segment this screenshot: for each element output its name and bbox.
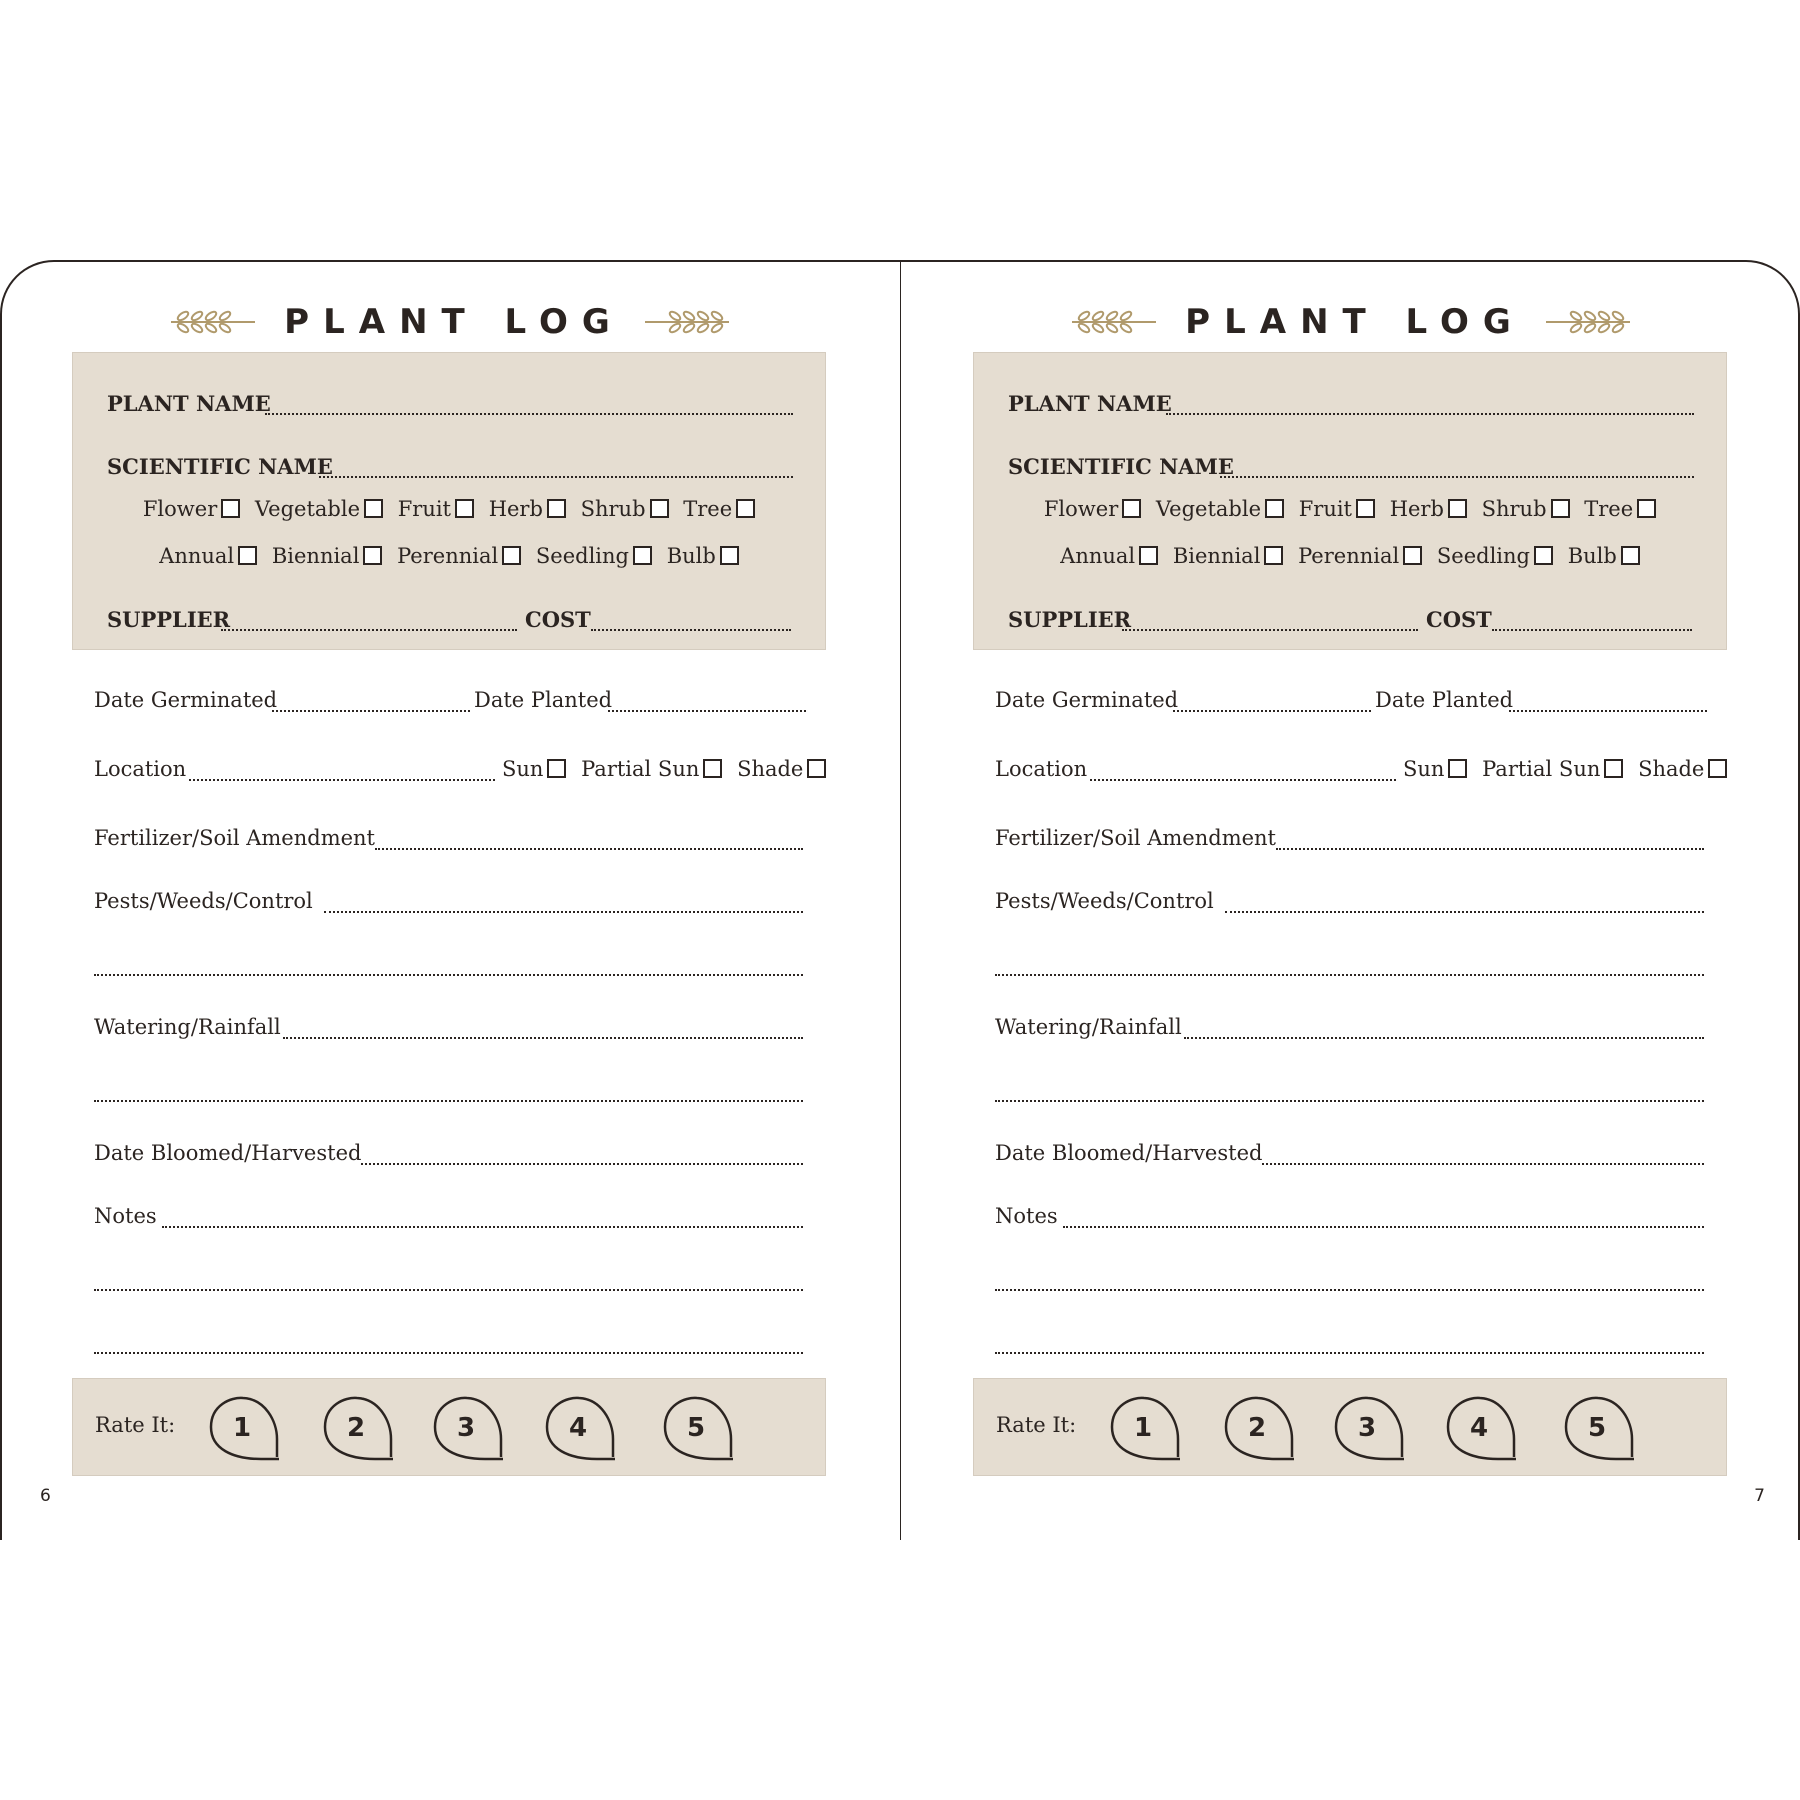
option-label: Herb: [488, 497, 543, 521]
cycle-option-perennial[interactable]: [1298, 544, 1422, 568]
checkbox-icon[interactable]: [1637, 499, 1656, 518]
fertilizer-label: Fertilizer/Soil Amendment: [995, 826, 1276, 850]
plant-type-options: [974, 497, 1726, 521]
option-label: Shrub: [580, 497, 646, 521]
rating-number: 1: [1133, 1413, 1153, 1443]
checkbox-icon[interactable]: [1604, 759, 1623, 778]
date-germinated-label: Date Germinated: [94, 688, 278, 712]
checkbox-icon[interactable]: [650, 499, 669, 518]
location-label: Location: [995, 757, 1088, 781]
date-planted-label: Date Planted: [1375, 688, 1514, 712]
checkbox-icon[interactable]: [363, 546, 382, 565]
option-label: Herb: [1389, 497, 1444, 521]
pests-field[interactable]: [324, 911, 803, 913]
checkbox-icon[interactable]: [720, 546, 739, 565]
option-label: Annual: [1060, 544, 1136, 568]
rate-label: Rate It:: [996, 1413, 1077, 1437]
option-label: Perennial: [1298, 544, 1400, 568]
option-label: Sun: [502, 757, 544, 781]
notes-field-line-3[interactable]: [995, 1352, 1704, 1354]
option-label: Tree: [1584, 497, 1634, 521]
notes-label: Notes: [995, 1204, 1058, 1228]
plant-cycle-options: [974, 544, 1726, 568]
watering-field[interactable]: [1184, 1037, 1704, 1039]
checkbox-icon[interactable]: [1534, 546, 1553, 565]
cost-label: COST: [525, 607, 591, 632]
option-label: Seedling: [535, 544, 629, 568]
option-label: Biennial: [1172, 544, 1261, 568]
option-label: Shade: [737, 757, 804, 781]
plant-name-field[interactable]: [265, 413, 793, 415]
option-label: Vegetable: [254, 497, 361, 521]
rating-number: 5: [686, 1413, 706, 1443]
option-label: Perennial: [397, 544, 499, 568]
cycle-option-biennial[interactable]: [1173, 544, 1284, 568]
checkbox-icon[interactable]: [1139, 546, 1158, 565]
rating-5[interactable]: [661, 1395, 737, 1463]
checkbox-icon[interactable]: [1448, 499, 1467, 518]
supplier-label: SUPPLIER: [107, 607, 231, 632]
notes-field[interactable]: [162, 1226, 803, 1228]
supplier-field[interactable]: [221, 629, 517, 631]
light-options: [502, 757, 830, 781]
checkbox-icon[interactable]: [807, 759, 826, 778]
title-row: [901, 302, 1800, 346]
date-planted-label: Date Planted: [474, 688, 613, 712]
type-option-flower[interactable]: [143, 497, 240, 521]
option-label: Bulb: [666, 544, 716, 568]
plant-info-panel: [973, 352, 1727, 650]
checkbox-icon[interactable]: [1403, 546, 1422, 565]
type-option-tree[interactable]: [683, 497, 755, 521]
bloomed-field[interactable]: [1262, 1163, 1704, 1165]
fertilizer-label: Fertilizer/Soil Amendment: [94, 826, 375, 850]
rating-number: 2: [1247, 1413, 1267, 1443]
light-option-shade[interactable]: [1638, 757, 1727, 781]
option-label: Flower: [1043, 497, 1119, 521]
option-label: Vegetable: [1155, 497, 1262, 521]
checkbox-icon[interactable]: [502, 546, 521, 565]
checkbox-icon[interactable]: [221, 499, 240, 518]
checkbox-icon[interactable]: [1356, 499, 1375, 518]
light-options: [1403, 757, 1731, 781]
plant-type-options: [73, 497, 825, 521]
plant-name-label: PLANT NAME: [107, 391, 271, 416]
page-title: PLANT LOG: [284, 302, 624, 342]
cycle-option-seedling[interactable]: [1437, 544, 1553, 568]
option-label: Annual: [159, 544, 235, 568]
cycle-option-perennial[interactable]: [397, 544, 521, 568]
location-field[interactable]: [1090, 779, 1396, 781]
supplier-field[interactable]: [1122, 629, 1418, 631]
checkbox-icon[interactable]: [736, 499, 755, 518]
type-option-shrub[interactable]: [581, 497, 669, 521]
type-option-fruit[interactable]: [1299, 497, 1375, 521]
fertilizer-field[interactable]: [375, 848, 803, 850]
type-option-vegetable[interactable]: [1156, 497, 1284, 521]
rating-4[interactable]: [543, 1395, 619, 1463]
watering-field-line-2[interactable]: [995, 1100, 1704, 1102]
cost-field[interactable]: [1492, 629, 1692, 631]
left-page: [0, 262, 900, 1540]
option-label: Seedling: [1436, 544, 1530, 568]
wheat-sprig-icon: [643, 307, 731, 337]
cycle-option-bulb[interactable]: [667, 544, 739, 568]
rate-label: Rate It:: [95, 1413, 176, 1437]
type-option-tree[interactable]: [1584, 497, 1656, 521]
checkbox-icon[interactable]: [703, 759, 722, 778]
type-option-herb[interactable]: [489, 497, 566, 521]
type-option-shrub[interactable]: [1482, 497, 1570, 521]
type-option-herb[interactable]: [1390, 497, 1467, 521]
cycle-option-annual[interactable]: [159, 544, 257, 568]
option-label: Partial Sun: [1482, 757, 1601, 781]
checkbox-icon[interactable]: [1621, 546, 1640, 565]
pests-label: Pests/Weeds/Control: [995, 889, 1214, 913]
wheat-sprig-icon: [1070, 307, 1158, 337]
cycle-option-annual[interactable]: [1060, 544, 1158, 568]
checkbox-icon[interactable]: [1265, 499, 1284, 518]
scientific-name-field[interactable]: [319, 476, 793, 478]
rating-3[interactable]: [431, 1395, 507, 1463]
fertilizer-field[interactable]: [1276, 848, 1704, 850]
bloomed-field[interactable]: [361, 1163, 803, 1165]
notes-field[interactable]: [1063, 1226, 1704, 1228]
date-germinated-field[interactable]: [1173, 710, 1371, 712]
scientific-name-field[interactable]: [1220, 476, 1694, 478]
cost-label: COST: [1426, 607, 1492, 632]
type-option-vegetable[interactable]: [255, 497, 383, 521]
light-option-shade[interactable]: [737, 757, 826, 781]
checkbox-icon[interactable]: [1448, 759, 1467, 778]
option-label: Biennial: [271, 544, 360, 568]
notes-field-line-2[interactable]: [995, 1289, 1704, 1291]
option-label: Shade: [1638, 757, 1705, 781]
wheat-sprig-icon: [169, 307, 257, 337]
page-number: 7: [1754, 1486, 1765, 1506]
watering-label: Watering/Rainfall: [94, 1015, 281, 1039]
rating-number: 2: [346, 1413, 366, 1443]
checkbox-icon[interactable]: [455, 499, 474, 518]
rating-1[interactable]: [207, 1395, 283, 1463]
cost-field[interactable]: [591, 629, 791, 631]
rating-2[interactable]: [321, 1395, 397, 1463]
rating-1[interactable]: [1108, 1395, 1184, 1463]
location-label: Location: [94, 757, 187, 781]
rating-5[interactable]: [1562, 1395, 1638, 1463]
watering-label: Watering/Rainfall: [995, 1015, 1182, 1039]
pests-field[interactable]: [1225, 911, 1704, 913]
notes-field-line-2[interactable]: [94, 1289, 803, 1291]
notes-field-line-3[interactable]: [94, 1352, 803, 1354]
checkbox-icon[interactable]: [364, 499, 383, 518]
date-germinated-label: Date Germinated: [995, 688, 1179, 712]
type-option-fruit[interactable]: [398, 497, 474, 521]
location-field[interactable]: [189, 779, 495, 781]
scientific-name-label: SCIENTIFIC NAME: [107, 454, 333, 479]
rating-2[interactable]: [1222, 1395, 1298, 1463]
page-number: 6: [40, 1486, 51, 1506]
pests-label: Pests/Weeds/Control: [94, 889, 313, 913]
option-label: Bulb: [1567, 544, 1617, 568]
checkbox-icon[interactable]: [238, 546, 257, 565]
option-label: Partial Sun: [581, 757, 700, 781]
light-option-sun[interactable]: [1403, 757, 1467, 781]
option-label: Sun: [1403, 757, 1445, 781]
option-label: Fruit: [397, 497, 451, 521]
watering-field[interactable]: [283, 1037, 803, 1039]
rating-4[interactable]: [1444, 1395, 1520, 1463]
checkbox-icon[interactable]: [1551, 499, 1570, 518]
notes-label: Notes: [94, 1204, 157, 1228]
type-option-flower[interactable]: [1044, 497, 1141, 521]
checkbox-icon[interactable]: [1264, 546, 1283, 565]
rating-panel: [72, 1378, 826, 1476]
cycle-option-bulb[interactable]: [1568, 544, 1640, 568]
pests-field-line-2[interactable]: [94, 974, 803, 976]
cycle-option-seedling[interactable]: [536, 544, 652, 568]
rating-number: 1: [232, 1413, 252, 1443]
option-label: Shrub: [1481, 497, 1547, 521]
supplier-label: SUPPLIER: [1008, 607, 1132, 632]
date-germinated-field[interactable]: [272, 710, 470, 712]
option-label: Fruit: [1298, 497, 1352, 521]
rating-number: 4: [1469, 1413, 1489, 1443]
watering-field-line-2[interactable]: [94, 1100, 803, 1102]
plant-cycle-options: [73, 544, 825, 568]
scientific-name-label: SCIENTIFIC NAME: [1008, 454, 1234, 479]
plant-name-field[interactable]: [1166, 413, 1694, 415]
checkbox-icon[interactable]: [547, 499, 566, 518]
bloomed-label: Date Bloomed/Harvested: [995, 1141, 1263, 1165]
wheat-sprig-icon: [1544, 307, 1632, 337]
plant-info-panel: [72, 352, 826, 650]
light-option-partial-sun[interactable]: [1482, 757, 1623, 781]
rating-number: 5: [1587, 1413, 1607, 1443]
page-title: PLANT LOG: [1185, 302, 1525, 342]
checkbox-icon[interactable]: [1708, 759, 1727, 778]
light-option-sun[interactable]: [502, 757, 566, 781]
option-label: Flower: [142, 497, 218, 521]
rating-number: 3: [456, 1413, 476, 1443]
option-label: Tree: [683, 497, 733, 521]
checkbox-icon[interactable]: [633, 546, 652, 565]
rating-number: 4: [568, 1413, 588, 1443]
light-option-partial-sun[interactable]: [581, 757, 722, 781]
plant-name-label: PLANT NAME: [1008, 391, 1172, 416]
date-planted-field[interactable]: [608, 710, 806, 712]
bloomed-label: Date Bloomed/Harvested: [94, 1141, 362, 1165]
pests-field-line-2[interactable]: [995, 974, 1704, 976]
title-row: [0, 302, 900, 346]
rating-panel: [973, 1378, 1727, 1476]
cycle-option-biennial[interactable]: [272, 544, 383, 568]
right-page: [901, 262, 1800, 1540]
checkbox-icon[interactable]: [1122, 499, 1141, 518]
rating-3[interactable]: [1332, 1395, 1408, 1463]
rating-number: 3: [1357, 1413, 1377, 1443]
checkbox-icon[interactable]: [547, 759, 566, 778]
date-planted-field[interactable]: [1509, 710, 1707, 712]
